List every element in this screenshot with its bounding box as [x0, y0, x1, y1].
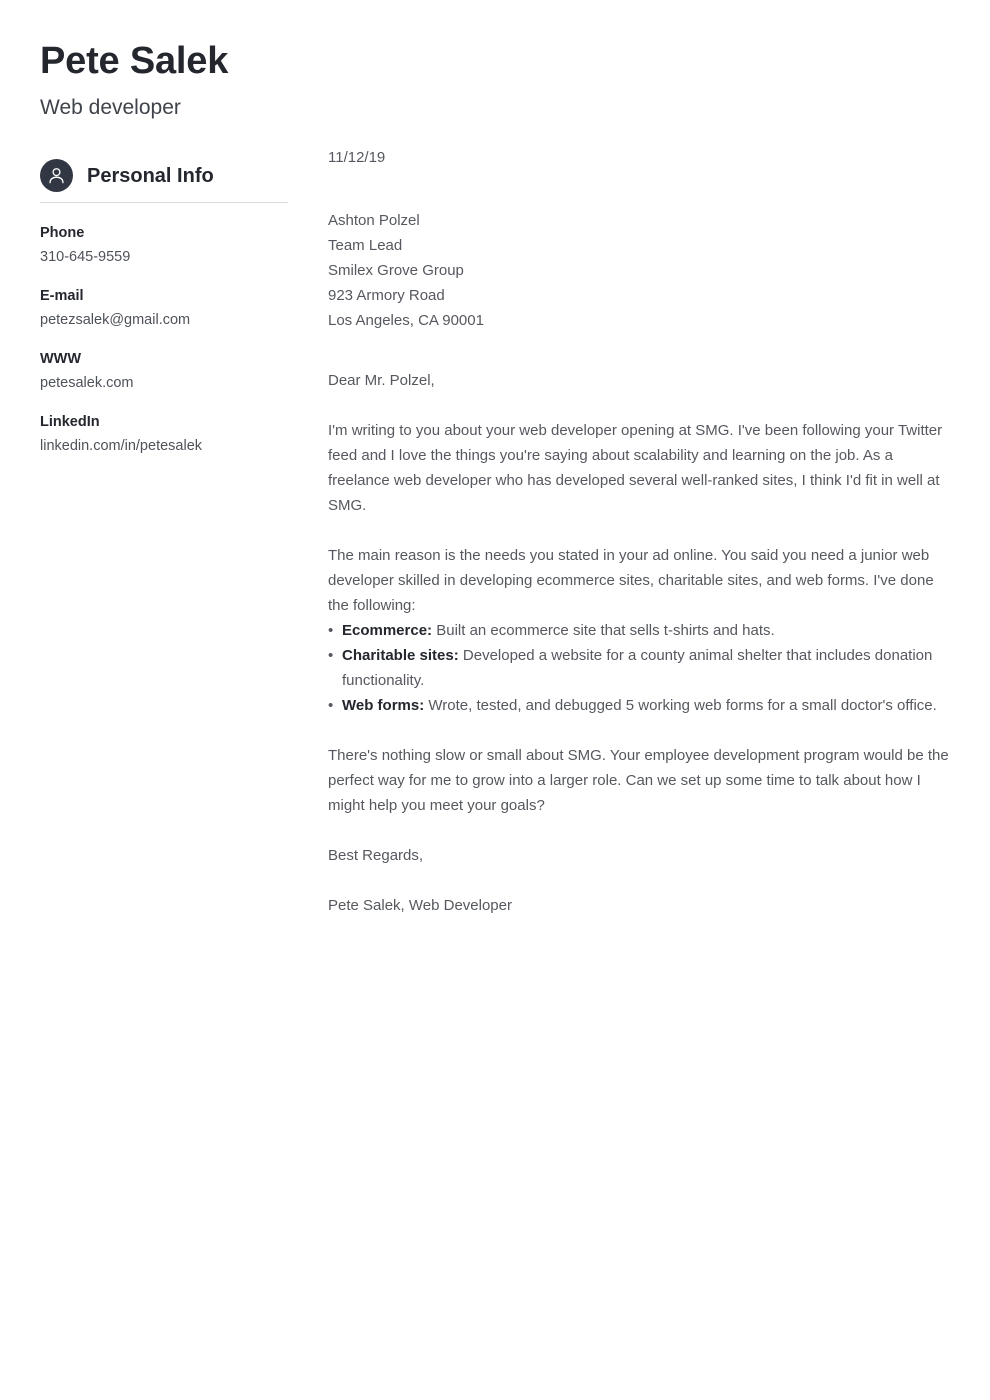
personal-info-list: [40, 224, 290, 456]
list-item: [328, 693, 950, 718]
letter-body: [328, 0, 950, 918]
signature-line: Pete Salek, Web Developer: [328, 897, 512, 914]
bullet-text: Built an ecommerce site that sells t-shirts and hats.: [436, 622, 775, 639]
info-item-www: [40, 350, 290, 393]
paragraph-intro: I'm writing to you about your web developer opening at SMG. I've been following your Twitter feed and I love the things you're saying about scalability and learning on the job. As a freelance web developer who has developed several well-ranked sites, I think I'd fit in well at SMG.: [328, 422, 943, 514]
info-item-email: [40, 287, 290, 330]
info-label: LinkedIn: [40, 414, 100, 430]
list-item: [328, 618, 950, 643]
recipient-role: Team Lead: [328, 237, 403, 254]
letter-date: 11/12/19: [328, 149, 386, 166]
list-item: [328, 643, 950, 693]
bullet-label: Ecommerce:: [342, 622, 433, 639]
personal-info-title: Personal Info: [87, 164, 214, 187]
sidebar: [40, 0, 290, 456]
bullet-text: Developed a website for a county animal shelter that includes donation functionality.: [342, 647, 933, 689]
salutation: Dear Mr. Polzel,: [328, 372, 435, 389]
person-icon: [40, 159, 73, 192]
paragraph-qualifications: The main reason is the needs you stated in your ad online. You said you need a junior web developer skilled in developing ecommerce sites, charitable sites, and web forms. I've done the following:: [328, 547, 934, 614]
info-label: E-mail: [40, 288, 84, 304]
recipient-street: 923 Armory Road: [328, 287, 445, 304]
info-label: WWW: [40, 351, 82, 367]
bullet-label: Charitable sites:: [342, 647, 459, 664]
recipient-name: Ashton Polzel: [328, 212, 420, 229]
info-item-phone: [40, 224, 290, 267]
applicant-name: Pete Salek: [40, 40, 229, 82]
recipient-company: Smilex Grove Group: [328, 262, 464, 279]
email-value: petezsalek@gmail.com: [40, 312, 191, 328]
bullet-label: Web forms:: [342, 697, 425, 714]
info-label: Phone: [40, 225, 85, 241]
achievements-list: [328, 618, 950, 718]
applicant-job-title: Web developer: [40, 96, 181, 119]
linkedin-value: linkedin.com/in/petesalek: [40, 438, 203, 454]
website-value: petesalek.com: [40, 375, 134, 391]
info-item-linkedin: [40, 413, 290, 456]
phone-value: 310-645-9559: [40, 249, 131, 265]
recipient-address-block: [328, 168, 950, 333]
bullet-text: Wrote, tested, and debugged 5 working web forms for a small doctor's office.: [428, 697, 937, 714]
recipient-city-state-zip: Los Angeles, CA 90001: [328, 312, 484, 329]
personal-info-section-header: [40, 159, 288, 203]
paragraph-closing-pitch: There's nothing slow or small about SMG. Your employee development program would be the perfect way for me to grow into a larger role. Can we set up some time to talk about how I might help you meet your goals?: [328, 747, 949, 814]
closing-salutation: Best Regards,: [328, 847, 424, 864]
